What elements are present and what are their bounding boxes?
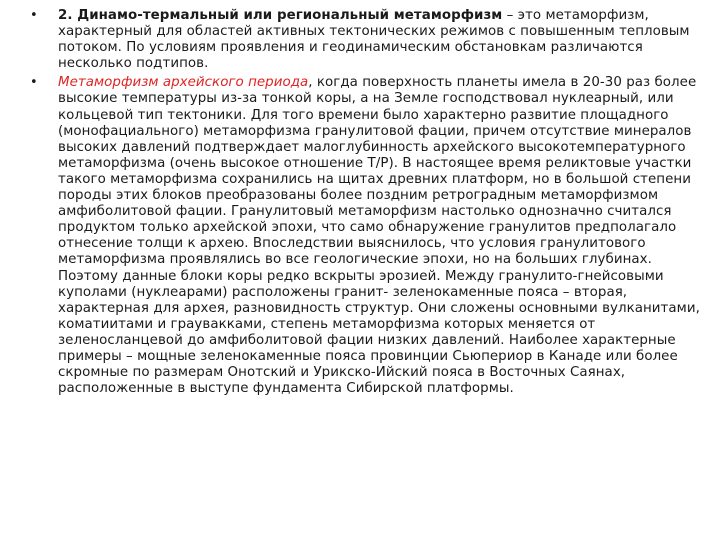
bullet-item-archean-metamorphism [30,75,706,397]
bullet-dot-icon: • [30,75,38,91]
term-regional-metamorphism: 2. Динамо-термальный или региональный метаморфизм [58,8,503,23]
term-archean-metamorphism: Метаморфизм архейского периода [58,75,309,91]
bullet-item-regional-metamorphism [30,8,706,72]
definition-text: – это метаморфизм, характерный для областей активных тектонических режимов с повышенным тепловым потоком. По условиям проявления и геодинамическим обстановкам различаются несколько подтипов. [58,8,690,72]
bullet-list [30,8,706,397]
bullet-dot-icon: • [30,8,38,23]
description-text: , когда поверхность планеты имела в 20-30 раз более высокие температуры из-за тонкой коры, а на Земле господствовал нуклеарный, или кольцевой тип тектоники. Для того времени было характерно развитие площадного (монофациального) метаморфизма гранулитовой фации, причем отсутствие минералов высоких давлений подтверждает малоглубинность архейского высокотемпературного метаморфизма (очень высокое отношение Т/Р). В настоящее время реликтовые участки такого метаморфизма сохранились на щитах древних платформ, но в большой степени породы этих блоков преобразованы более поздним ретроградным метаморфизмом амфиболитовой фации. Гранулитовый метаморфизм настолько однозначно считался продуктом только архейской эпохи, что само обнаружение гранулитов предполагало отнесение толщи к архею. Впоследствии выяснилось, что условия гранулитового метаморфизма проявлялись во все геологические эпохи, но на больших глубинах. Поэтому данные блоки коры редко вскрыты эрозией. Между гранулито-гнейсовыми куполами (нуклеарами) расположены гранит- зеленокаменные пояса – вторая, характерная для архея, разновидность структур. Они сложены основными вулканитами, коматиитами и граувакками, степень метаморфизма которых меняется от зеленосланцевой до амфиболитовой фации низких давлений. Наиболее характерные примеры – мощные зеленокаменные пояса провинции Сьюпериор в Канаде или более скромные по размерам Онотский и Урикско-Ийский пояса в Восточных Саянах, расположенные в выступе фундамента Сибирской платформы. [58,75,700,397]
